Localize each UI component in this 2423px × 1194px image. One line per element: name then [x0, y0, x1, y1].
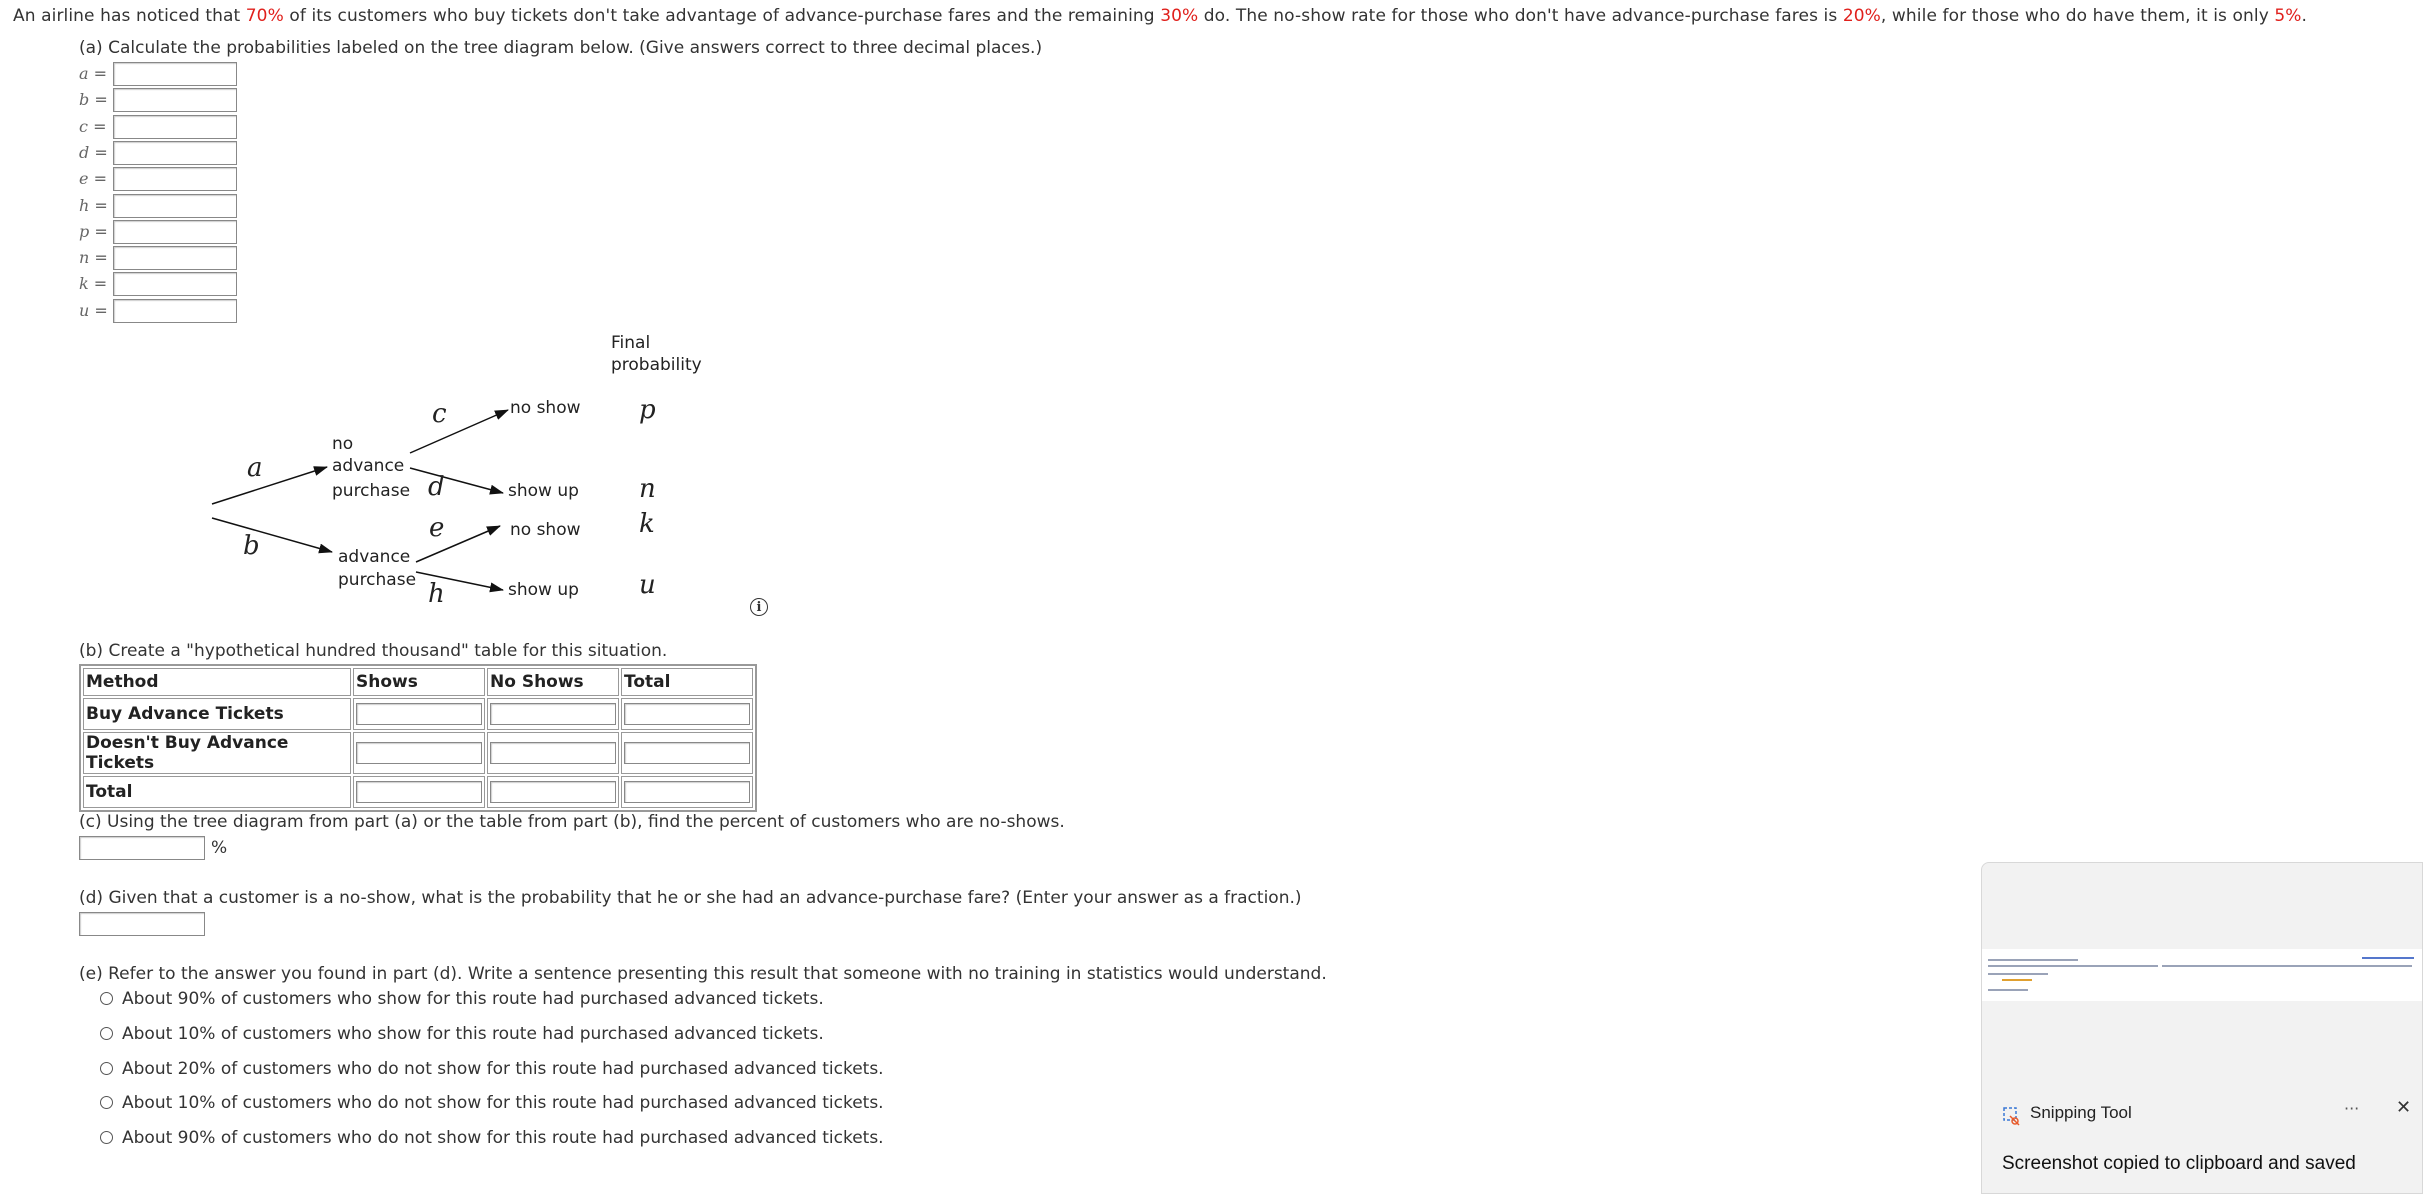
table-input[interactable]	[490, 703, 616, 725]
intro-text: , while for those who do have them, it is only	[1880, 6, 2275, 26]
outcome-label: show up	[508, 481, 579, 501]
outcome-label: no show	[510, 520, 581, 540]
equals-sign: =	[93, 116, 107, 136]
variable-label	[79, 169, 109, 188]
notification-message: Screenshot copied to clipboard and saved	[2002, 1153, 2356, 1174]
snipping-tool-notification[interactable]	[1981, 862, 2423, 1194]
table-input[interactable]	[624, 703, 750, 725]
variable-input-u[interactable]	[113, 299, 237, 323]
part-e-prompt: (e) Refer to the answer you found in part (d). Write a sentence presenting this result that someone with no training in statistics would understand.	[79, 964, 1327, 984]
variable-name: e	[79, 169, 89, 189]
node-advance: advance	[338, 547, 411, 567]
branch-label-b: b	[243, 531, 260, 561]
variable-input-c[interactable]	[113, 115, 237, 139]
screenshot-thumbnail[interactable]	[1982, 949, 2422, 1001]
table-input[interactable]	[624, 781, 750, 803]
branch-label-h: h	[428, 579, 445, 609]
outcome-label: show up	[508, 580, 579, 600]
equals-sign: =	[94, 90, 108, 110]
equals-sign: =	[94, 142, 108, 162]
intro-text: of its customers who buy tickets don't take advantage of advance-purchase fares and the remaining	[283, 6, 1161, 26]
table-row	[83, 732, 753, 774]
variable-label	[79, 274, 109, 293]
variable-name: a	[79, 64, 89, 83]
info-icon[interactable]: i	[750, 598, 768, 616]
more-options-icon[interactable]: ···	[2344, 1099, 2360, 1118]
equals-sign: =	[94, 300, 108, 320]
table-row	[83, 698, 753, 730]
variable-input-k[interactable]	[113, 272, 237, 296]
variable-name: k	[79, 274, 89, 294]
radio-button[interactable]	[100, 992, 113, 1005]
equals-sign: =	[93, 169, 107, 189]
table-header: No Shows	[487, 668, 619, 696]
table-input[interactable]	[356, 781, 482, 803]
table-header: Total	[621, 668, 753, 696]
equals-sign: =	[94, 248, 108, 268]
variable-name: p	[79, 221, 90, 241]
variable-input-p[interactable]	[113, 220, 237, 244]
part-b-prompt: (b) Create a "hypothetical hundred thousand" table for this situation.	[79, 641, 668, 661]
final-label-u: u	[639, 570, 656, 600]
final-label-p: p	[639, 395, 656, 425]
final-header: Final	[611, 333, 651, 353]
variable-label	[79, 90, 109, 109]
variable-label	[79, 117, 109, 136]
answer-option[interactable]	[100, 1059, 884, 1079]
answer-option[interactable]	[100, 1093, 884, 1113]
equals-sign: =	[94, 195, 108, 215]
variable-label	[79, 196, 109, 215]
table-input[interactable]	[624, 742, 750, 764]
notification-app-name: Snipping Tool	[2030, 1103, 2132, 1122]
pct-noshow-advance: 5%	[2274, 6, 2302, 26]
intro-text: .	[2301, 6, 2308, 26]
variable-input-a[interactable]	[113, 62, 237, 86]
variable-input-d[interactable]	[113, 141, 237, 165]
radio-button[interactable]	[100, 1096, 113, 1109]
percent-unit: %	[211, 838, 228, 858]
node-no-advance: purchase	[332, 481, 411, 501]
option-label: About 20% of customers who do not show for this route had purchased advanced tickets.	[122, 1059, 884, 1079]
snipping-tool-icon	[2002, 1106, 2022, 1126]
pct-noshow-no-advance: 20%	[1842, 6, 1881, 26]
answer-option[interactable]	[100, 1128, 884, 1148]
table-input[interactable]	[490, 781, 616, 803]
final-label-n: n	[639, 474, 656, 504]
option-label: About 10% of customers who show for this route had purchased advanced tickets.	[122, 1024, 824, 1044]
radio-button[interactable]	[100, 1131, 113, 1144]
node-advance: purchase	[338, 570, 417, 590]
table-row	[83, 776, 753, 808]
variable-name: c	[79, 116, 88, 136]
pct-no-advance: 70%	[245, 6, 284, 26]
variable-name: h	[79, 195, 90, 215]
variable-name: n	[79, 248, 90, 268]
variable-input-b[interactable]	[113, 88, 237, 112]
node-no-advance: no	[332, 434, 354, 454]
branch-b-line	[212, 518, 332, 552]
branch-label-e: e	[429, 513, 445, 543]
radio-button[interactable]	[100, 1062, 113, 1075]
branch-label-d: d	[428, 472, 445, 502]
variable-name: u	[79, 300, 90, 320]
row-label: Total	[83, 776, 351, 808]
equals-sign: =	[93, 274, 108, 294]
variable-label	[79, 222, 109, 241]
branch-label-c: c	[432, 399, 447, 429]
close-icon[interactable]: ✕	[2396, 1097, 2412, 1118]
final-header: probability	[611, 355, 702, 375]
option-label: About 90% of customers who do not show for this route had purchased advanced tickets.	[122, 1128, 884, 1148]
intro-text: An airline has noticed that	[13, 6, 246, 26]
variable-label	[79, 248, 109, 267]
variable-name: b	[79, 90, 90, 110]
table-header: Method	[83, 668, 351, 696]
outcome-label: no show	[510, 398, 581, 418]
intro-text: do. The no-show rate for those who don't have advance-purchase fares is	[1198, 6, 1843, 26]
final-label-k: k	[639, 509, 655, 539]
table-input[interactable]	[490, 742, 616, 764]
variable-label	[79, 143, 109, 162]
answer-option[interactable]	[100, 1024, 824, 1044]
branch-c-line	[410, 410, 508, 453]
variable-label	[79, 64, 109, 83]
part-d-prompt: (d) Given that a customer is a no-show, what is the probability that he or she had an advance-purchase fare? (Enter your answer as a fraction.)	[79, 888, 1302, 908]
probability-tree-diagram	[190, 330, 730, 620]
fraction-answer-input[interactable]	[79, 912, 205, 936]
branch-a-line	[212, 467, 327, 504]
variable-name: d	[79, 142, 90, 162]
branch-label-a: a	[247, 453, 263, 483]
table-header: Shows	[353, 668, 485, 696]
answer-option[interactable]	[100, 989, 824, 1009]
row-label: Doesn't Buy Advance Tickets	[83, 732, 351, 774]
option-label: About 90% of customers who show for this route had purchased advanced tickets.	[122, 989, 824, 1009]
equals-sign: =	[94, 221, 108, 241]
branch-d-line	[410, 468, 503, 493]
hundred-thousand-table	[79, 664, 757, 812]
row-label: Buy Advance Tickets	[83, 698, 351, 730]
table-input[interactable]	[356, 742, 482, 764]
pct-advance: 30%	[1160, 6, 1199, 26]
part-c-prompt: (c) Using the tree diagram from part (a) or the table from part (b), find the percent of customers who are no-shows.	[79, 812, 1065, 832]
problem-intro	[13, 6, 2307, 26]
part-a-prompt: (a) Calculate the probabilities labeled on the tree diagram below. (Give answers correct to three decimal places.)	[79, 38, 1043, 58]
variable-input-h[interactable]	[113, 194, 237, 218]
table-input[interactable]	[356, 703, 482, 725]
option-label: About 10% of customers who do not show for this route had purchased advanced tickets.	[122, 1093, 884, 1113]
variable-input-n[interactable]	[113, 246, 237, 270]
radio-button[interactable]	[100, 1027, 113, 1040]
variable-input-e[interactable]	[113, 167, 237, 191]
no-show-percent-input[interactable]	[79, 836, 205, 860]
node-no-advance: advance	[332, 456, 405, 476]
variable-label	[79, 301, 109, 320]
equals-sign: =	[93, 64, 108, 83]
